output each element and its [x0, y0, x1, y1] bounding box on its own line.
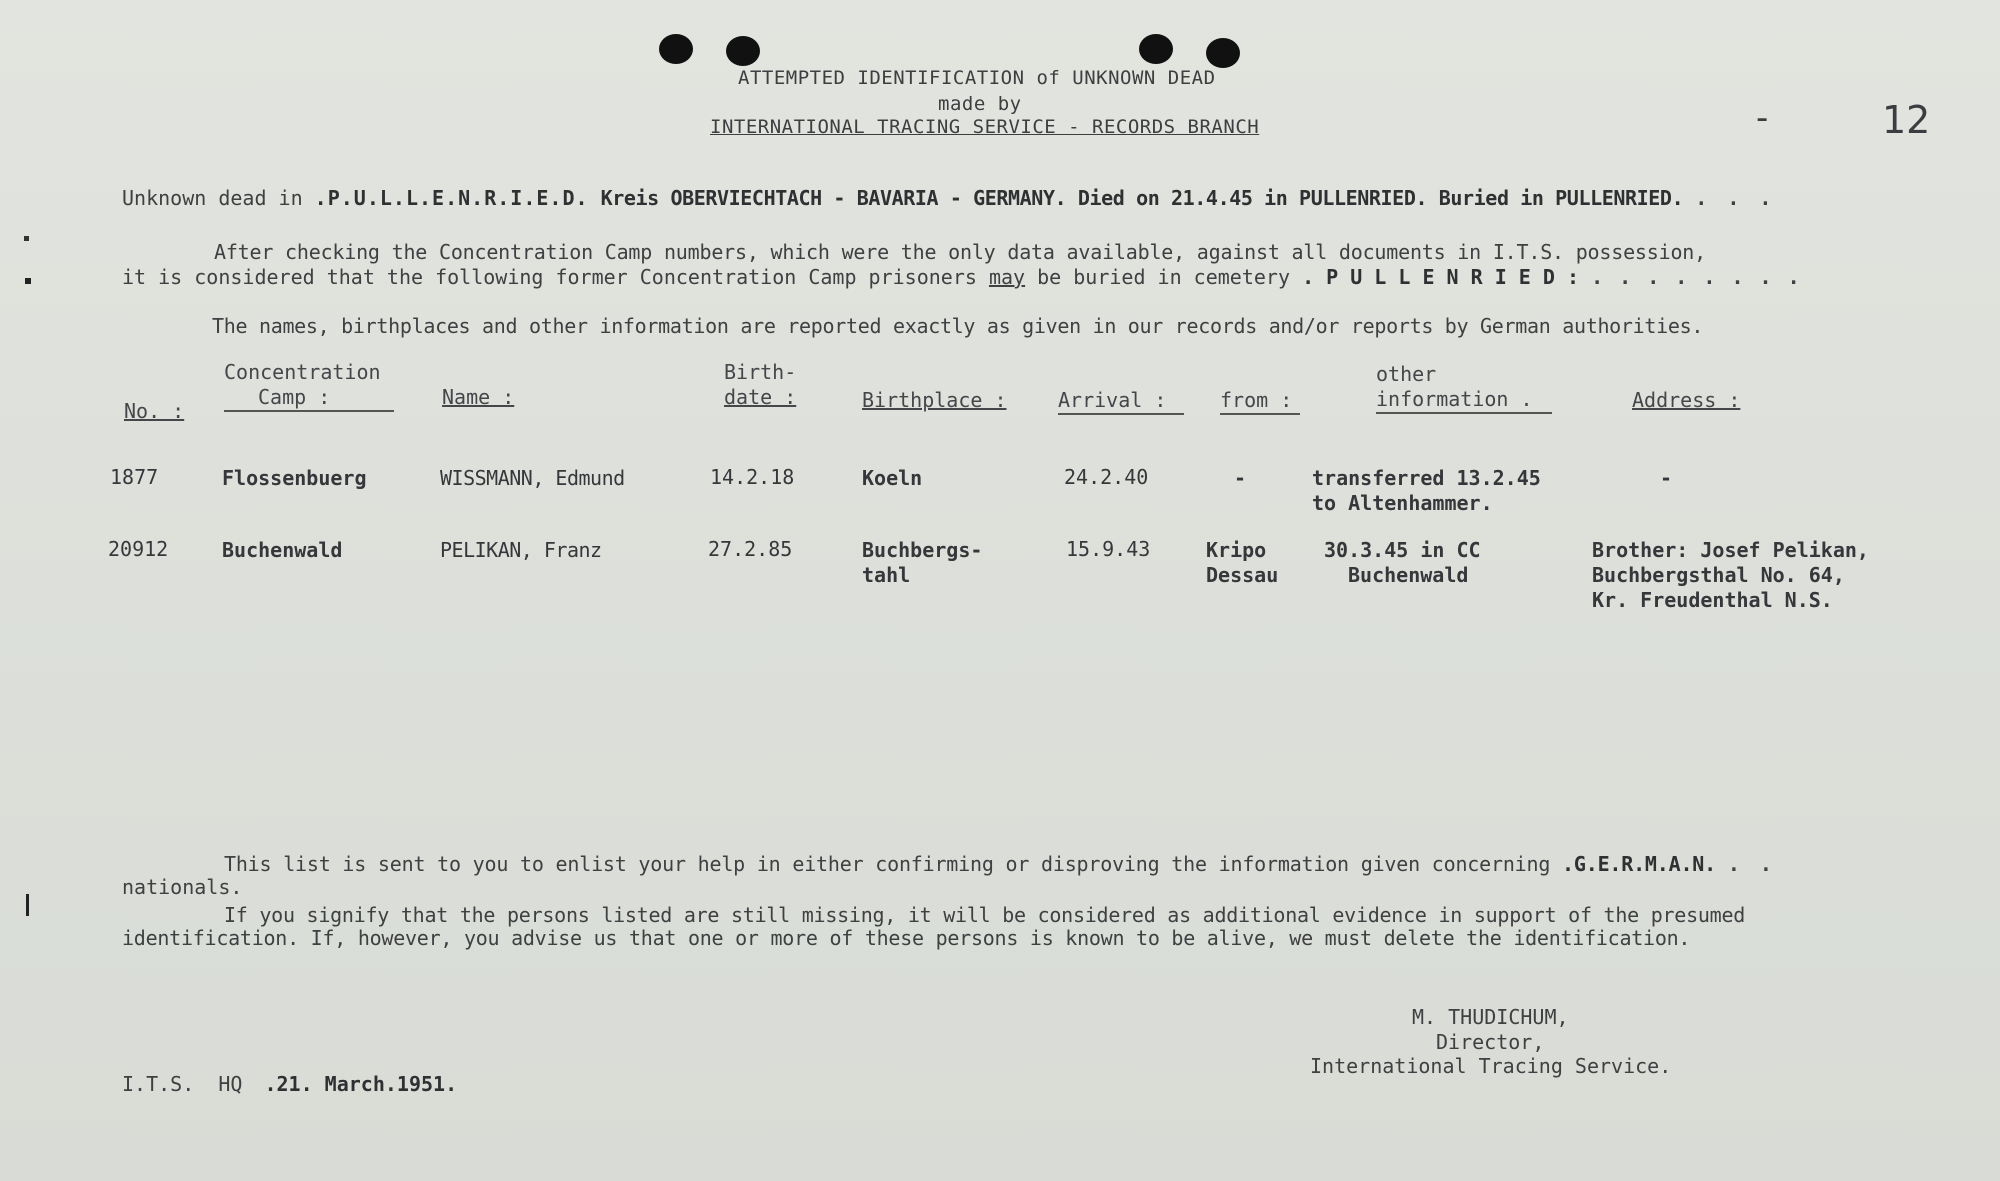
cell-name: WISSMANN, Edmund: [440, 466, 625, 490]
cell-from-line1: Kripo: [1206, 538, 1267, 562]
cell-from-line2: Dessau: [1206, 563, 1279, 587]
unknown-dead-line: [122, 186, 1775, 210]
cell-name: PELIKAN, Franz: [440, 538, 602, 562]
cell-other-line1: transferred 13.2.45: [1312, 466, 1541, 490]
footer-date: .21. March.1951.: [264, 1072, 458, 1096]
document-title: ATTEMPTED IDENTIFICATION of UNKNOWN DEAD: [738, 67, 1216, 89]
cell-birthdate: 14.2.18: [710, 465, 795, 489]
cell-other-line2: to Altenhammer.: [1312, 491, 1493, 515]
made-by-label: made by: [938, 93, 1022, 115]
col-header-camp-top: Concentration: [224, 360, 381, 384]
cell-birthplace: [862, 538, 982, 588]
col-header-birthplace: Birthplace :: [862, 388, 1007, 412]
punch-hole-2: [726, 36, 760, 66]
cell-other-line2: Buchenwald: [1348, 563, 1469, 587]
cell-birthdate: 27.2.85: [708, 537, 793, 561]
margin-mark: [25, 278, 31, 284]
closing-line1: [224, 852, 1776, 876]
cell-camp: Flossenbuerg: [222, 466, 367, 490]
cell-address: [1660, 466, 1672, 491]
cell-birthplace: [862, 466, 922, 491]
closing-line3: If you signify that the persons listed are still missing, it will be considered as additional evidence in support of the presumed: [224, 903, 1746, 927]
col-header-birth-label: date :: [724, 385, 797, 409]
intro-place: .P.U.L.L.E.N.R.I.E.D.: [314, 186, 589, 210]
col-header-birth-top: Birth-: [724, 360, 797, 384]
organisation-title: INTERNATIONAL TRACING SERVICE - RECORDS BRANCH: [710, 116, 1260, 138]
margin-dash: -: [1756, 98, 1769, 138]
punch-hole-1: [659, 34, 693, 64]
col-header-no-label: No. :: [124, 399, 185, 423]
cell-from-line1: -: [1234, 466, 1247, 490]
col-header-other-top: other: [1376, 362, 1437, 386]
col-header-camp: [224, 360, 394, 412]
names-paragraph: The names, birthplaces and other information are reported exactly as given in our records and/or reports by German authorities.: [212, 314, 1704, 338]
cell-from: [1234, 466, 1246, 491]
col-header-from: [1220, 388, 1300, 415]
margin-mark: [24, 236, 29, 241]
punch-hole-3: [1139, 34, 1173, 64]
col-header-arrival: [1058, 388, 1184, 415]
cell-address-line1: -: [1660, 466, 1673, 490]
para1-trail: . . . . . . . .: [1591, 265, 1802, 289]
closing-nationality: .G.E.R.M.A.N.: [1562, 852, 1716, 876]
col-header-camp-label: Camp :: [224, 385, 394, 412]
col-header-other: [1376, 362, 1552, 414]
checking-paragraph-line1: After checking the Concentration Camp numbers, which were the only data available, against all documents in I.T.S. possession,: [214, 240, 1706, 264]
para1-text-a: it is considered that the following former Concentration Camp prisoners: [122, 265, 977, 289]
cell-other: [1312, 466, 1541, 516]
intro-trail: . . .: [1695, 186, 1776, 210]
closing-line4: identification. If, however, you advise us that one or more of these persons is known to be alive, we must delete the identification.: [122, 926, 1691, 950]
cell-no: 20912: [108, 537, 169, 561]
col-header-no: [124, 374, 194, 424]
page-number: 12: [1882, 98, 1931, 142]
closing-line2: nationals.: [122, 875, 243, 899]
intro-details: Kreis OBERVIECHTACH - BAVARIA - GERMANY. Died on 21.4.45 in PULLENRIED. Buried in PULLENRIED.: [600, 186, 1684, 210]
cell-address-line3: Kr. Freudenthal N.S.: [1592, 588, 1833, 612]
cell-birthplace-line1: Koeln: [862, 466, 923, 490]
cell-address-line1: Brother: Josef Pelikan,: [1592, 538, 1869, 562]
cell-address-line2: Buchbergsthal No. 64,: [1592, 563, 1845, 587]
cell-birthplace-line2: tahl: [862, 563, 911, 587]
footer-ref: [122, 1072, 457, 1096]
cell-arrival: 15.9.43: [1066, 537, 1151, 561]
checking-paragraph-line2: [122, 265, 1802, 289]
cell-birthplace-line1: Buchbergs-: [862, 538, 983, 562]
closing-nat-trail: . .: [1727, 852, 1776, 876]
col-header-arrival-label: Arrival :: [1058, 388, 1167, 412]
footer-ref-text: I.T.S. HQ: [122, 1072, 243, 1096]
cell-arrival: 24.2.40: [1064, 465, 1149, 489]
col-header-other-label: information .: [1376, 387, 1552, 414]
col-header-address: Address :: [1632, 388, 1741, 412]
signature-name: M. THUDICHUM,: [1412, 1005, 1569, 1029]
cell-camp: Buchenwald: [222, 538, 343, 562]
margin-mark: [26, 894, 29, 916]
para1-text-b: be buried in cemetery: [1037, 265, 1291, 289]
closing-text: This list is sent to you to enlist your help in either confirming or disproving the information given concerning: [224, 852, 1551, 876]
col-header-from-label: from :: [1220, 388, 1293, 412]
cell-address: [1592, 538, 1869, 613]
para1-cemetery: . P U L L E N R I E D :: [1302, 265, 1580, 289]
punch-hole-4: [1206, 38, 1240, 68]
cell-other-line1: 30.3.45 in CC: [1324, 538, 1481, 562]
cell-from: [1206, 538, 1278, 588]
signature-role: Director,: [1436, 1030, 1545, 1054]
cell-no: 1877: [110, 465, 159, 489]
intro-prefix: Unknown dead in: [122, 186, 303, 210]
col-header-name: Name :: [442, 385, 515, 409]
cell-other: [1324, 538, 1481, 588]
col-header-birthdate: [724, 360, 824, 410]
signature-org: International Tracing Service.: [1310, 1054, 1672, 1078]
para1-may: may: [988, 265, 1026, 289]
